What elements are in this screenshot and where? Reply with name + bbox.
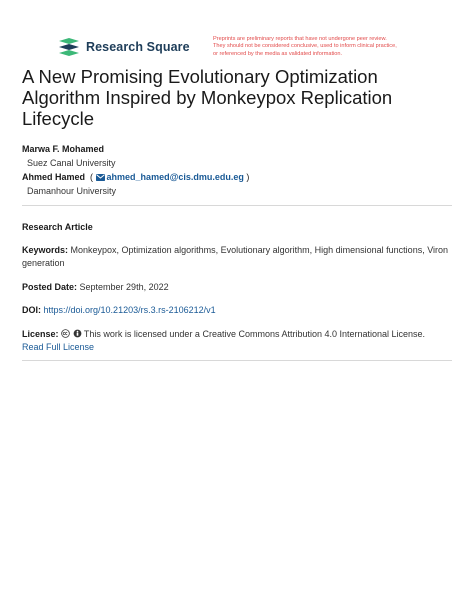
- logo-text: Research Square: [86, 40, 190, 54]
- title-line: Lifecycle: [22, 108, 94, 129]
- author-email-link[interactable]: [96, 172, 250, 182]
- author-email: ahmed_hamed@cis.dmu.edu.eg: [106, 172, 244, 182]
- author-affiliation: Damanhour University: [27, 186, 117, 196]
- paper-title: [22, 66, 462, 129]
- doi-label: DOI:: [22, 305, 41, 315]
- license-text: This work is licensed under a Creative Commons Attribution 4.0 International License.: [83, 329, 426, 339]
- posted-date: [22, 281, 452, 294]
- keywords-label: Keywords:: [22, 245, 69, 255]
- author-affiliation: Suez Canal University: [27, 158, 116, 168]
- license: [22, 328, 452, 354]
- read-full-license-link[interactable]: Read Full License: [22, 342, 95, 352]
- author-name: Ahmed Hamed: [22, 172, 86, 182]
- article-type-label: Research Article: [22, 222, 93, 232]
- section-divider: [22, 205, 452, 206]
- open-paren: (: [87, 172, 94, 182]
- doi: [22, 304, 452, 317]
- posted-date-value: September 29th, 2022: [79, 282, 169, 292]
- title-line: A New Promising Evolutionary Optimization: [22, 66, 378, 87]
- doi-link[interactable]: https://doi.org/10.21203/rs.3.rs-2106212/v1: [43, 305, 216, 315]
- section-divider: [22, 360, 452, 361]
- title-line: Algorithm Inspired by Monkeypox Replication: [22, 87, 393, 108]
- attribution-icon: [73, 329, 82, 338]
- posted-date-label: Posted Date:: [22, 282, 78, 292]
- disclaimer-line: Preprints are preliminary reports that have not undergone peer review.: [213, 36, 387, 42]
- research-square-logo-icon: [57, 38, 81, 56]
- envelope-icon: [96, 174, 105, 181]
- keywords-value: Monkeypox, Optimization algorithms, Evolutionary algorithm, High dimensional functions, Viron generation: [22, 245, 449, 268]
- author-list: [22, 142, 249, 198]
- creative-commons-icon: [61, 329, 70, 338]
- article-type: [22, 221, 452, 234]
- disclaimer-line: or referenced by the media as validated information.: [213, 50, 343, 57]
- author-name: Marwa F. Mohamed: [22, 144, 105, 154]
- author-entry: [22, 170, 249, 184]
- license-label: License:: [22, 329, 59, 339]
- keywords: [22, 244, 452, 270]
- close-paren: ): [246, 172, 250, 182]
- disclaimer-line: They should not be considered conclusive, used to inform clinical practice,: [213, 43, 397, 50]
- research-square-logo[interactable]: [57, 38, 190, 56]
- preprint-disclaimer: [213, 36, 443, 58]
